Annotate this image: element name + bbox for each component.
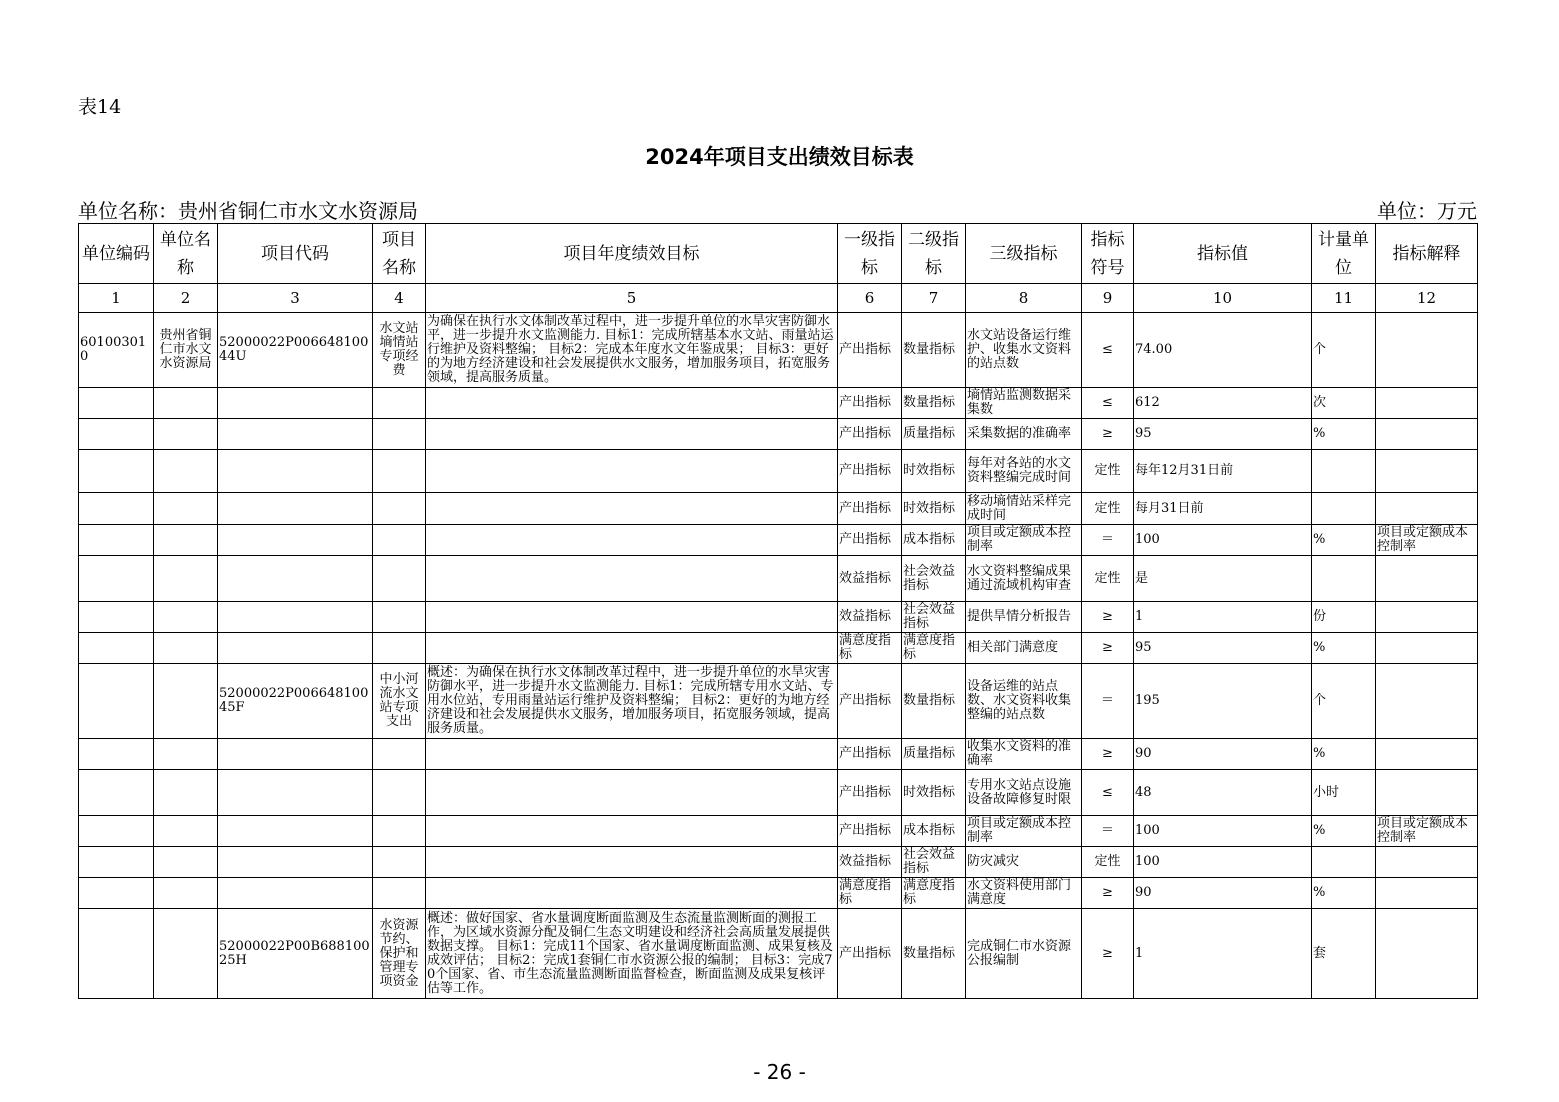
indicator-value-cell: 100	[1134, 816, 1312, 847]
level1-indicator-cell: 产出指标	[838, 770, 902, 816]
column-header: 二级指标	[902, 224, 966, 284]
level3-indicator-cell: 项目或定额成本控制率	[966, 525, 1082, 556]
project-code-cell	[218, 878, 373, 909]
level3-indicator-cell: 防灾减灾	[966, 847, 1082, 878]
indicator-symbol-cell: 定性	[1082, 847, 1134, 878]
project-name-cell: 水文站墒情站专项经费	[373, 313, 426, 388]
project-code-cell	[218, 525, 373, 556]
measure-unit-cell	[1312, 556, 1376, 602]
project-goal-cell: 概述：做好国家、省水量调度断面监测及生态流量监测断面的测报工作，为区域水资源分配及铜仁生态文明建设和经济社会高质量发展提供数据支撑。 目标1：完成11个国家、省水量调度断面监测、成果复核及成效评估； 目标2：完成1套铜仁市水资源公报的编制； 目标3：完成70个国家、省、市生态流量监测断面监督检查，断面监测及成果复核评估等工作。	[426, 909, 838, 999]
level3-indicator-cell: 相关部门满意度	[966, 633, 1082, 664]
indicator-note-cell	[1376, 633, 1478, 664]
indicator-symbol-cell: ≥	[1082, 878, 1134, 909]
level2-indicator-cell: 成本指标	[902, 525, 966, 556]
level3-indicator-cell: 项目或定额成本控制率	[966, 816, 1082, 847]
level1-indicator-cell: 产出指标	[838, 388, 902, 419]
unit-code-cell	[79, 602, 154, 633]
level2-indicator-cell: 时效指标	[902, 450, 966, 493]
column-header: 指标解释	[1376, 224, 1478, 284]
column-number: 5	[426, 284, 838, 313]
measure-unit-cell: %	[1312, 419, 1376, 450]
unit-name-cell	[154, 664, 218, 739]
level1-indicator-cell: 产出指标	[838, 816, 902, 847]
project-goal-cell	[426, 388, 838, 419]
project-name-cell	[373, 770, 426, 816]
indicator-note-cell	[1376, 909, 1478, 999]
level1-indicator-cell: 产出指标	[838, 909, 902, 999]
unit-name-cell	[154, 909, 218, 999]
level2-indicator-cell: 时效指标	[902, 770, 966, 816]
project-name-cell	[373, 388, 426, 419]
project-goal-cell: 为确保在执行水文体制改革过程中，进一步提升单位的水旱灾害防御水平，进一步提升水文监测能力. 目标1：完成所辖基本水文站、雨量站运行维护及资料整编； 目标2：完成本年度水文年鉴成果； 目标3：更好的为地方经济建设和社会发展提供水文服务，增加服务项目，拓宽服务领域，提高服务质量。	[426, 313, 838, 388]
column-header: 单位名称	[154, 224, 218, 284]
level3-indicator-cell: 水文资料使用部门满意度	[966, 878, 1082, 909]
level1-indicator-cell: 满意度指标	[838, 878, 902, 909]
indicator-note-cell	[1376, 847, 1478, 878]
project-code-cell	[218, 493, 373, 525]
column-header: 指标符号	[1082, 224, 1134, 284]
table-row	[79, 493, 1478, 525]
measure-unit-cell: %	[1312, 816, 1376, 847]
project-name-cell	[373, 847, 426, 878]
unit-name-cell	[154, 847, 218, 878]
unit-code-cell	[79, 739, 154, 770]
unit-name-cell	[154, 419, 218, 450]
measure-unit-cell: 小时	[1312, 770, 1376, 816]
indicator-value-cell: 95	[1134, 419, 1312, 450]
column-number: 1	[79, 284, 154, 313]
unit-code-cell	[79, 816, 154, 847]
level3-indicator-cell: 提供旱情分析报告	[966, 602, 1082, 633]
table-row	[79, 739, 1478, 770]
indicator-note-cell	[1376, 313, 1478, 388]
column-header: 项目代码	[218, 224, 373, 284]
level1-indicator-cell: 产出指标	[838, 664, 902, 739]
indicator-symbol-cell: ≥	[1082, 602, 1134, 633]
project-name-cell	[373, 633, 426, 664]
level2-indicator-cell: 社会效益指标	[902, 847, 966, 878]
indicator-note-cell	[1376, 388, 1478, 419]
column-number: 8	[966, 284, 1082, 313]
column-number-row	[79, 284, 1478, 313]
column-header: 三级指标	[966, 224, 1082, 284]
indicator-symbol-cell: ≤	[1082, 388, 1134, 419]
indicator-note-cell	[1376, 493, 1478, 525]
table-row	[79, 909, 1478, 999]
indicator-note-cell	[1376, 556, 1478, 602]
column-header: 项目年度绩效目标	[426, 224, 838, 284]
unit-name-cell	[154, 878, 218, 909]
project-goal-cell	[426, 450, 838, 493]
level3-indicator-cell: 完成铜仁市水资源公报编制	[966, 909, 1082, 999]
indicator-symbol-cell: ＝	[1082, 816, 1134, 847]
column-header: 项目名称	[373, 224, 426, 284]
level3-indicator-cell: 移动墒情站采样完成时间	[966, 493, 1082, 525]
project-goal-cell	[426, 847, 838, 878]
indicator-note-cell	[1376, 770, 1478, 816]
measure-unit-cell: 个	[1312, 664, 1376, 739]
page-number: - 26 -	[753, 1060, 806, 1084]
unit-code-cell	[79, 664, 154, 739]
project-name-cell	[373, 419, 426, 450]
indicator-value-cell: 74.00	[1134, 313, 1312, 388]
project-code-cell: 52000022P00664810045F	[218, 664, 373, 739]
table-row	[79, 770, 1478, 816]
unit-code-cell: 601003010	[79, 313, 154, 388]
unit-code-cell	[79, 556, 154, 602]
indicator-value-cell: 90	[1134, 739, 1312, 770]
project-code-cell: 52000022P00B68810025H	[218, 909, 373, 999]
header-row	[79, 224, 1478, 284]
measure-unit-cell: %	[1312, 878, 1376, 909]
table-row	[79, 525, 1478, 556]
level3-indicator-cell: 设备运维的站点数、水文资料收集整编的站点数	[966, 664, 1082, 739]
level3-indicator-cell: 墒情站监测数据采集数	[966, 388, 1082, 419]
table-row	[79, 664, 1478, 739]
unit-name-cell	[154, 450, 218, 493]
level2-indicator-cell: 数量指标	[902, 909, 966, 999]
table-row	[79, 388, 1478, 419]
level2-indicator-cell: 满意度指标	[902, 633, 966, 664]
indicator-note-cell	[1376, 739, 1478, 770]
table-row	[79, 633, 1478, 664]
level1-indicator-cell: 产出指标	[838, 313, 902, 388]
unit-code-cell	[79, 419, 154, 450]
unit-name-cell	[154, 816, 218, 847]
unit-name-cell	[154, 633, 218, 664]
measure-unit-cell: 次	[1312, 388, 1376, 419]
level2-indicator-cell: 数量指标	[902, 313, 966, 388]
unit-name-cell: 贵州省铜仁市水文水资源局	[154, 313, 218, 388]
level1-indicator-cell: 效益指标	[838, 602, 902, 633]
measure-unit-cell: 个	[1312, 313, 1376, 388]
indicator-note-cell: 项目或定额成本控制率	[1376, 816, 1478, 847]
project-goal-cell	[426, 556, 838, 602]
column-number: 3	[218, 284, 373, 313]
level2-indicator-cell: 满意度指标	[902, 878, 966, 909]
project-code-cell	[218, 770, 373, 816]
project-goal-cell	[426, 633, 838, 664]
unit-code-cell	[79, 770, 154, 816]
indicator-value-cell: 每月31日前	[1134, 493, 1312, 525]
column-number: 12	[1376, 284, 1478, 313]
project-code-cell	[218, 739, 373, 770]
level3-indicator-cell: 水文站设备运行维护、收集水文资料的站点数	[966, 313, 1082, 388]
project-code-cell	[218, 847, 373, 878]
project-code-cell	[218, 419, 373, 450]
table-row	[79, 556, 1478, 602]
level1-indicator-cell: 产出指标	[838, 739, 902, 770]
unit-name-label: 单位名称：贵州省铜仁市水文水资源局	[78, 199, 418, 223]
level1-indicator-cell: 效益指标	[838, 847, 902, 878]
level2-indicator-cell: 质量指标	[902, 739, 966, 770]
indicator-value-cell: 100	[1134, 525, 1312, 556]
indicator-note-cell	[1376, 664, 1478, 739]
level2-indicator-cell: 社会效益指标	[902, 602, 966, 633]
project-name-cell	[373, 493, 426, 525]
indicator-note-cell	[1376, 450, 1478, 493]
project-goal-cell: 概述：为确保在执行水文体制改革过程中，进一步提升单位的水旱灾害防御水平，进一步提升水文监测能力. 目标1：完成所辖专用水文站、专用水位站，专用雨量站运行维护及资料整编； 目标2：更好的为地方经济建设和社会发展提供水文服务，增加服务项目，拓宽服务领域，提高服务质量。	[426, 664, 838, 739]
column-header: 指标值	[1134, 224, 1312, 284]
indicator-symbol-cell: ＝	[1082, 664, 1134, 739]
table-row	[79, 816, 1478, 847]
performance-table	[78, 223, 1478, 999]
level3-indicator-cell: 水文资料整编成果通过流域机构审查	[966, 556, 1082, 602]
column-header: 一级指标	[838, 224, 902, 284]
unit-code-cell	[79, 525, 154, 556]
unit-name-cell	[154, 770, 218, 816]
unit-name-cell	[154, 739, 218, 770]
project-goal-cell	[426, 770, 838, 816]
project-goal-cell	[426, 739, 838, 770]
table-row	[79, 602, 1478, 633]
unit-code-cell	[79, 388, 154, 419]
level2-indicator-cell: 数量指标	[902, 388, 966, 419]
project-name-cell	[373, 602, 426, 633]
unit-code-cell	[79, 450, 154, 493]
level2-indicator-cell: 社会效益指标	[902, 556, 966, 602]
indicator-value-cell: 1	[1134, 909, 1312, 999]
project-code-cell	[218, 633, 373, 664]
level3-indicator-cell: 每年对各站的水文资料整编完成时间	[966, 450, 1082, 493]
level1-indicator-cell: 满意度指标	[838, 633, 902, 664]
level3-indicator-cell: 采集数据的准确率	[966, 419, 1082, 450]
table-number: 表14	[78, 96, 122, 118]
indicator-symbol-cell: ＝	[1082, 525, 1134, 556]
level2-indicator-cell: 质量指标	[902, 419, 966, 450]
indicator-value-cell: 48	[1134, 770, 1312, 816]
measure-unit-cell: %	[1312, 525, 1376, 556]
project-code-cell	[218, 816, 373, 847]
indicator-value-cell: 1	[1134, 602, 1312, 633]
unit-code-cell	[79, 909, 154, 999]
level2-indicator-cell: 时效指标	[902, 493, 966, 525]
project-goal-cell	[426, 878, 838, 909]
table-row	[79, 450, 1478, 493]
level1-indicator-cell: 效益指标	[838, 556, 902, 602]
project-goal-cell	[426, 816, 838, 847]
column-number: 11	[1312, 284, 1376, 313]
table-row	[79, 847, 1478, 878]
level3-indicator-cell: 收集水文资料的准确率	[966, 739, 1082, 770]
column-header: 计量单位	[1312, 224, 1376, 284]
project-name-cell	[373, 878, 426, 909]
indicator-value-cell: 95	[1134, 633, 1312, 664]
unit-code-cell	[79, 878, 154, 909]
indicator-symbol-cell: 定性	[1082, 556, 1134, 602]
measure-unit-cell	[1312, 493, 1376, 525]
level2-indicator-cell: 成本指标	[902, 816, 966, 847]
unit-name-cell	[154, 388, 218, 419]
unit-code-cell	[79, 633, 154, 664]
unit-name-cell	[154, 525, 218, 556]
project-goal-cell	[426, 602, 838, 633]
project-code-cell	[218, 602, 373, 633]
level1-indicator-cell: 产出指标	[838, 525, 902, 556]
indicator-value-cell: 90	[1134, 878, 1312, 909]
project-goal-cell	[426, 525, 838, 556]
column-number: 2	[154, 284, 218, 313]
column-number: 10	[1134, 284, 1312, 313]
level1-indicator-cell: 产出指标	[838, 450, 902, 493]
unit-code-cell	[79, 493, 154, 525]
currency-unit-label: 单位：万元	[1377, 199, 1477, 223]
indicator-symbol-cell: 定性	[1082, 493, 1134, 525]
indicator-note-cell	[1376, 878, 1478, 909]
measure-unit-cell	[1312, 847, 1376, 878]
project-name-cell	[373, 450, 426, 493]
project-code-cell: 52000022P00664810044U	[218, 313, 373, 388]
indicator-note-cell	[1376, 602, 1478, 633]
unit-name-cell	[154, 602, 218, 633]
measure-unit-cell: %	[1312, 633, 1376, 664]
column-number: 4	[373, 284, 426, 313]
measure-unit-cell	[1312, 450, 1376, 493]
project-name-cell	[373, 816, 426, 847]
level1-indicator-cell: 产出指标	[838, 493, 902, 525]
indicator-symbol-cell: ≤	[1082, 770, 1134, 816]
project-goal-cell	[426, 493, 838, 525]
indicator-note-cell	[1376, 419, 1478, 450]
project-name-cell	[373, 739, 426, 770]
measure-unit-cell: 套	[1312, 909, 1376, 999]
column-number: 6	[838, 284, 902, 313]
project-code-cell	[218, 556, 373, 602]
indicator-note-cell: 项目或定额成本控制率	[1376, 525, 1478, 556]
level1-indicator-cell: 产出指标	[838, 419, 902, 450]
table-row	[79, 419, 1478, 450]
indicator-value-cell: 100	[1134, 847, 1312, 878]
column-number: 7	[902, 284, 966, 313]
indicator-value-cell: 195	[1134, 664, 1312, 739]
column-header: 单位编码	[79, 224, 154, 284]
measure-unit-cell: %	[1312, 739, 1376, 770]
project-name-cell: 中小河流水文站专项支出	[373, 664, 426, 739]
unit-code-cell	[79, 847, 154, 878]
project-name-cell	[373, 525, 426, 556]
measure-unit-cell: 份	[1312, 602, 1376, 633]
level2-indicator-cell: 数量指标	[902, 664, 966, 739]
indicator-symbol-cell: ≤	[1082, 313, 1134, 388]
table-row	[79, 313, 1478, 388]
level3-indicator-cell: 专用水文站点设施设备故障修复时限	[966, 770, 1082, 816]
indicator-symbol-cell: ≥	[1082, 909, 1134, 999]
project-goal-cell	[426, 419, 838, 450]
project-name-cell: 水资源节约、保护和管理专项资金	[373, 909, 426, 999]
project-name-cell	[373, 556, 426, 602]
unit-name-cell	[154, 493, 218, 525]
table-row	[79, 878, 1478, 909]
indicator-value-cell: 每年12月31日前	[1134, 450, 1312, 493]
indicator-symbol-cell: ≥	[1082, 633, 1134, 664]
document-title: 2024年项目支出绩效目标表	[645, 145, 914, 169]
indicator-symbol-cell: 定性	[1082, 450, 1134, 493]
indicator-symbol-cell: ≥	[1082, 739, 1134, 770]
project-code-cell	[218, 450, 373, 493]
indicator-symbol-cell: ≥	[1082, 419, 1134, 450]
project-code-cell	[218, 388, 373, 419]
indicator-value-cell: 是	[1134, 556, 1312, 602]
unit-name-cell	[154, 556, 218, 602]
indicator-value-cell: 612	[1134, 388, 1312, 419]
column-number: 9	[1082, 284, 1134, 313]
